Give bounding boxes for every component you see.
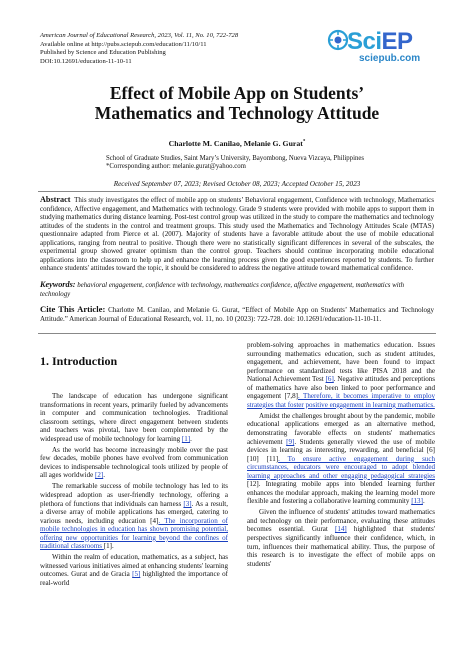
abstract-label: Abstract — [40, 195, 71, 204]
right-column — [247, 341, 435, 571]
paragraph-text: . As a result, a diverse array of mobile applications has emerged, catering to various needs, including education — [40, 499, 228, 525]
paragraph-text: Given the influence of students' attitudes toward mathematics and technology on their performance, evaluating these attitudes becomes essential. Gurat — [247, 508, 435, 534]
corresponding-mark: * — [302, 139, 306, 145]
paragraph-text: . Integrating mobile apps into blended learning further enhances the modular approach, making the learning model more flexible and fostering a collaborative learning community — [247, 480, 435, 506]
abstract — [40, 196, 434, 273]
paragraph — [40, 482, 228, 550]
received-dates: Received September 07, 2023; Revised October 08, 2023; Accepted October 15, 2023 — [113, 180, 361, 188]
authors — [0, 139, 474, 148]
title-line-1: Effect of Mobile App on Students’ — [109, 83, 365, 103]
paragraph-text: [7,8] — [284, 392, 298, 401]
paragraph-text: The remarkable success of mobile technology has led to its widespread adoption as user-friendly technology, offering a plethora of functions that individuals can harness — [40, 482, 228, 508]
citation-link[interactable]: [6] — [325, 375, 334, 384]
publisher: Published by Science and Education Publishing — [40, 49, 166, 57]
paragraph-text: [12] — [247, 480, 259, 489]
paragraph — [247, 412, 435, 506]
paragraph-text: . Negative attitudes and perceptions of mathematics have also been linked to poor performance and engagement — [247, 375, 436, 401]
journal-citation: American Journal of Educational Research, 2023, Vol. 11, No. 10, 722-728 — [40, 32, 239, 39]
cite-text: Charlotte M. Canilao, and Melanie G. Gurat, “Effect of Mobile App on Students’ Mathematics and Technology Attitude.” American Journal of Educational Research, vol. 11, no. 10 (2023): 722-728. doi: 10.12691/education-11-10-11. — [40, 306, 435, 323]
citation-link[interactable]: . Therefore, it becomes imperative to employ strategies that foster positive engagement in learning mathematics. — [247, 392, 435, 409]
citation-link[interactable]: . The incorporation of mobile technologies in education has shown promising potential, offering new opportunities for learning beyond the confines of traditional classrooms — [40, 516, 228, 551]
divider-bottom — [38, 333, 436, 334]
citation-link[interactable]: [14] — [334, 525, 347, 534]
paragraph-text: . Students generally viewed the use of mobile devices in learning as interesting, rewarding, and beneficial — [247, 437, 435, 455]
sciep-logo-icon — [327, 29, 349, 51]
paragraph-text: . — [103, 471, 105, 480]
paragraph-text: . — [112, 542, 114, 551]
available-online: Available online at http://pubs.sciepub.com/education/11/10/11 — [40, 40, 207, 48]
paragraph — [40, 392, 228, 443]
affiliation: School of Graduate Studies, Saint Mary’s University, Bayombong, Nueva Vizcaya, Philippines — [106, 155, 365, 162]
citation-link[interactable]: [13] — [411, 497, 423, 506]
paragraph-text: [4] — [150, 516, 159, 525]
keywords — [40, 281, 434, 299]
corresponding-author: *Corresponding author: melanie.gurat@yahoo.com — [106, 163, 246, 171]
paragraph-text: As the world has become increasingly mobile over the past few decades, mobile phones have evolved from communication devices to indispensable technological tools utilized by people of all ages worldwide — [40, 445, 228, 480]
paragraph-text: [6] [10] [11] — [247, 446, 435, 463]
logo-text-sci: Sci — [347, 28, 382, 55]
paragraph — [247, 508, 435, 568]
abstract-text: This study investigates the effect of mobile app on students’ Behavioral engagement, Confidence with technology, Mathematics confidence, Affective engagement, and Mathematics with technology. Grade 9 students were provided with mobile apps to support them in studying mathematics during distance learning. Post-test control group was utilized in the study to compare the mathematics and technology attitudes of the students in the control and treatment groups. This study used the Mathematics and Technology Attitudes Scale (MTAS) questionnaire adapted from Pierce et al. (2007). Majority of students have a favorable attitude about the use of mobile educational applications, ranging from neutral to positive. Though there were no statistically significant differences in several of the subscales, the experimental group showed greater optimism than the control group. Teachers should continue incorporating mobile educational applications into the classroom to help up and enhance the learning process given the good experiences reported by students. To further enhance students' attitudes toward the topic, it should be considered to address the negative attitude toward mathematical confidence. — [40, 196, 434, 273]
citation-link[interactable]: . To ensure active engagement during such circumstances, educators were encouraged to adopt blended learning approaches and other engaging pedagogical strategies — [247, 454, 435, 480]
affiliation-block — [106, 155, 406, 172]
citation-link[interactable]: [5] — [132, 570, 141, 579]
author-names: Charlotte M. Canilao, Melanie G. Gurat — [168, 139, 303, 148]
paragraph-text: highlighted that students' perspectives significantly influence their confidence, which, in turn, influences their mathematical ability. Thus, the purpose of this research is to investigate the effect of mobile apps on students' — [247, 525, 435, 568]
cite-label: Cite This Article: — [40, 304, 106, 314]
paragraph — [40, 553, 228, 587]
keywords-text: behavioral engagement, confidence with technology, mathematics confidence, affective engagement, mathematics with technology — [40, 282, 405, 298]
paragraph-text: Amidst the challenges brought about by the pandemic, mobile educational applications emerged as an alternative method, demonstrating favorable effects on students' mathematics achievement — [247, 411, 435, 446]
paragraph-text: . — [190, 434, 192, 443]
section-heading: 1. Introduction — [40, 354, 118, 368]
title-line-2: Mathematics and Technology Attitude — [94, 103, 380, 123]
citation-link[interactable]: [3] — [183, 499, 192, 508]
paper-title — [0, 83, 474, 123]
logo-text-ep: EP — [381, 28, 413, 55]
paragraph-text: problem-solving approaches in mathematics education. Issues surrounding mathematics education, such as student attitudes, engagement, and achievement, have been found to impact performance on standardized tests like PISA 2018 and the National Achievement Test — [247, 341, 435, 384]
citation-link[interactable]: [9] — [286, 437, 295, 446]
divider-top — [38, 191, 436, 192]
doi: DOI:10.12691/education-11-10-11 — [40, 57, 132, 65]
citation-link[interactable]: [1] — [181, 434, 191, 443]
sciep-logo[interactable] — [327, 28, 437, 68]
citation-link[interactable]: [2] — [95, 471, 104, 480]
paragraph-text: highlighted the importance of real-world — [40, 570, 228, 587]
paragraph — [247, 341, 435, 409]
paragraph-text: . — [422, 497, 425, 506]
journal-header — [40, 32, 238, 66]
paragraph-text: Within the realm of education, mathematics, as a subject, has witnessed various initiatives aimed at enhancing students' learning outcomes. Gurat and de Gracia — [40, 553, 228, 579]
paragraph-text: [1] — [103, 542, 113, 551]
logo-url: sciepub.com — [359, 53, 421, 64]
paragraph-text: The landscape of education has undergone significant transformations in recent years, primarily fueled by advancements in computer and communication technologies. Traditional classroom settings, where direct engagement between students and teachers was pivotal, have been complemented by the widespread use of mobile technology for learning — [40, 392, 228, 443]
paragraph — [40, 446, 228, 480]
keywords-label: Keywords: — [40, 280, 76, 289]
left-column — [40, 392, 228, 590]
cite-block — [40, 305, 434, 323]
